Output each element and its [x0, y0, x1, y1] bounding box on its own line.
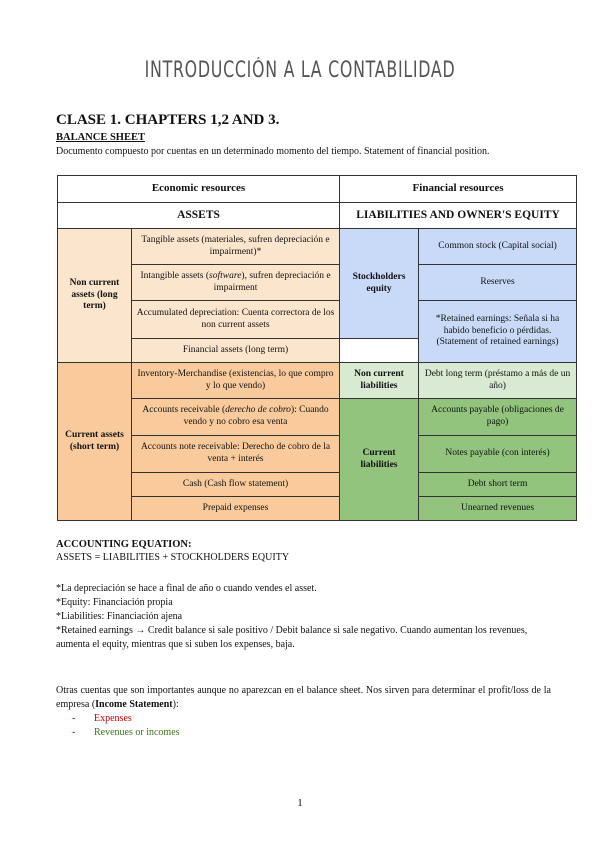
header-economic-resources: Economic resources	[58, 176, 340, 203]
revenues-label: Revenues or incomes	[94, 727, 180, 738]
income-statement-term: Income Statement	[95, 699, 173, 710]
balance-sheet-table	[57, 175, 577, 521]
note-retained-earnings: *Retained earnings → Credit balance si sale positivo / Debit balance si sale negativo. Cuando aumentan los revenues, aumenta el equity, mientras que si suben los expenses, baja.	[56, 625, 528, 650]
note-depreciation: *La depreciación se hace a final de año o cuando vendes el asset.	[56, 583, 317, 594]
ca-item-accounts-note-receivable: Accounts note receivable: Derecho de cobro de la venta + interés	[132, 436, 340, 473]
section-heading: BALANCE SHEET	[56, 132, 145, 143]
current-liabilities-label: Current liabilities	[340, 399, 419, 521]
list-item-expenses: - Expenses	[72, 713, 132, 724]
nca-item-intangible-text: Intangible assets (software), sufren depreciación e impairment	[140, 270, 331, 293]
other-text-after: ):	[172, 699, 179, 710]
cl-item-accounts-payable: Accounts payable (obligaciones de pago)	[419, 399, 577, 436]
ca-item-accounts-receivable: Accounts receivable (derecho de cobro): Cuando vendo y no cobro esa venta	[132, 399, 340, 436]
nca-item-financial-assets: Financial assets (long term)	[132, 339, 340, 363]
expenses-label: Expenses	[94, 713, 132, 724]
se-item-reserves: Reserves	[419, 265, 577, 301]
cl-item-notes-payable: Notes payable (con interés)	[419, 436, 577, 473]
other-accounts-list	[72, 712, 180, 740]
non-current-liabilities-label: Non current liabilities	[340, 363, 419, 399]
ca-item-prepaid-expenses: Prepaid expenses	[132, 497, 340, 521]
note-liabilities: *Liabilities: Financiación ajena	[56, 611, 183, 622]
notes	[56, 582, 556, 652]
nca-item-intangible	[132, 265, 340, 301]
lesson-heading: CLASE 1. CHAPTERS 1,2 AND 3.	[56, 112, 280, 128]
list-item-revenues: - Revenues or incomes	[72, 727, 180, 738]
equation-heading: ACCOUNTING EQUATION:	[56, 539, 192, 550]
other-text-before: Otras cuentas que son importantes aunque no aparezcan en el balance sheet. Nos sirven para determinar el profit/loss de la empresa (	[56, 685, 551, 710]
non-current-assets-label: Non current assets (long term)	[58, 229, 132, 363]
accounting-equation: ASSETS = LIABILITIES + STOCKHOLDERS EQUITY	[56, 552, 290, 563]
ncl-item-debt-long-term: Debt long term (préstamo a más de un año)	[419, 363, 577, 399]
note-equity: *Equity: Financiación propia	[56, 597, 173, 608]
cl-item-debt-short-term: Debt short term	[419, 473, 577, 497]
header-assets: ASSETS	[58, 203, 340, 229]
stockholders-equity-label: Stockholders equity	[340, 229, 419, 339]
nca-item-accumulated-depreciation: Accumulated depreciation: Cuenta correctora de los non current assets	[132, 301, 340, 339]
current-assets-label: Current assets (short term)	[58, 363, 132, 521]
ca-item-cash: Cash (Cash flow statement)	[132, 473, 340, 497]
ca-item-inventory: Inventory-Merchandise (existencias, lo que compro y lo que vendo)	[132, 363, 340, 399]
page-title: INTRODUCCIÓN A LA CONTABILIDAD	[144, 58, 456, 83]
nca-item-tangible: Tangible assets (materiales, sufren depreciación e impairment)*	[132, 229, 340, 265]
page-number: 1	[297, 797, 303, 809]
header-liabilities-equity: LIABILITIES AND OWNER'S EQUITY	[340, 203, 577, 229]
se-item-retained-earnings: *Retained earnings: Señala si ha habido beneficio o pérdidas. (Statement of retained earnings)	[419, 301, 577, 363]
intro-text: Documento compuesto por cuentas en un determinado momento del tiempo. Statement of financial position.	[56, 146, 490, 157]
cl-item-unearned-revenues: Unearned revenues	[419, 497, 577, 521]
other-accounts-text	[56, 684, 551, 712]
se-item-common-stock: Common stock (Capital social)	[419, 229, 577, 265]
header-financial-resources: Financial resources	[340, 176, 577, 203]
